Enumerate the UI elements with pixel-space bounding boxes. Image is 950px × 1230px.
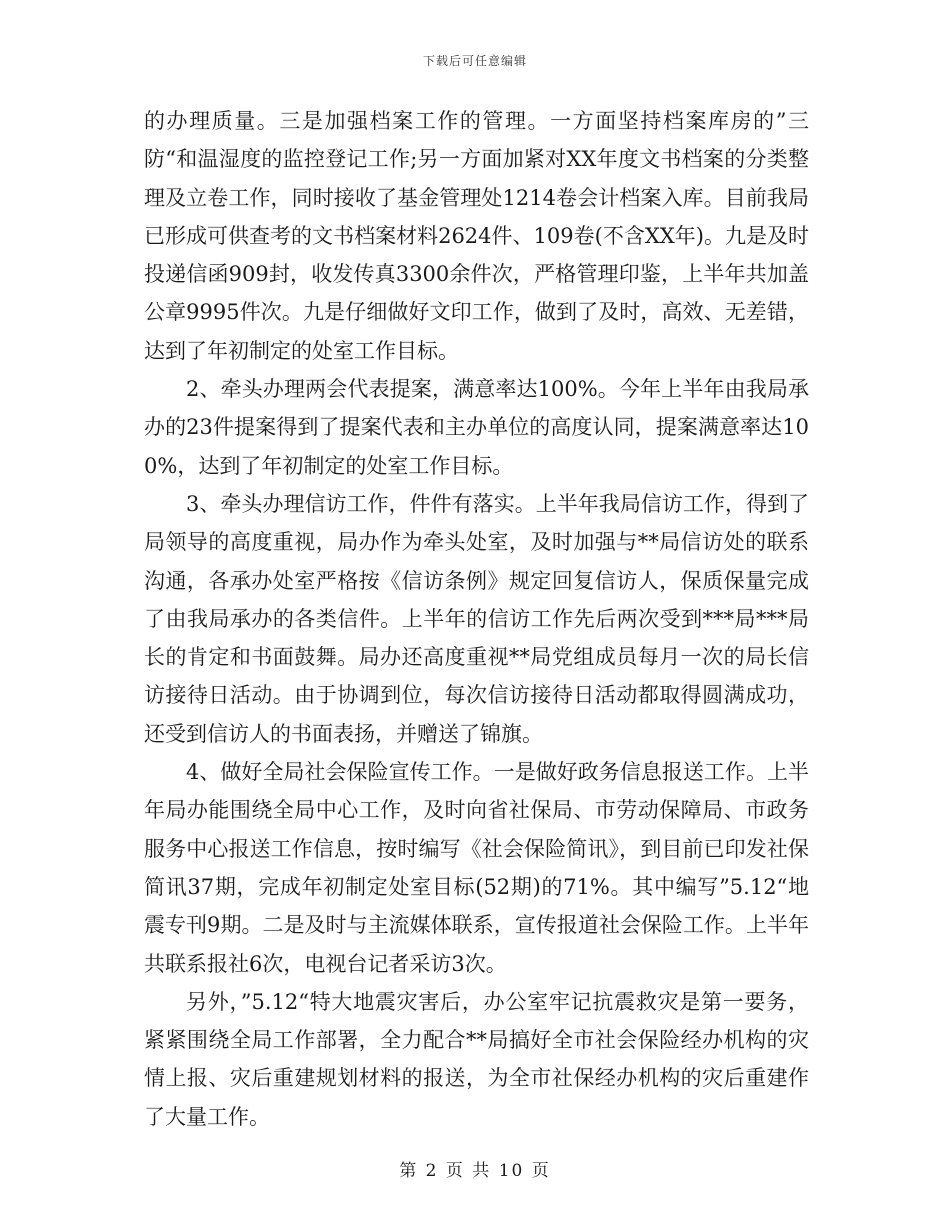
paragraph-archives: 的办理质量。三是加强档案工作的管理。一方面坚持档案库房的”三防“和温湿度的监控登记工作;另一方面加紧对XX年度文书档案的分类整理及立卷工作，同时接收了基金管理处1214卷会计档案入库。目前我局已形成可供查考的文书档案材料2624件、109卷(不含XX年)。九是及时投递信函909封，收发传真3300余件次，严格管理印鉴，上半年共加盖公章9995件次。九是仔细做好文印工作，做到了及时，高效、无差错，达到了年初制定的处室工作目标。 [144,109,809,363]
paragraph-proposals: 2、牵头办理两会代表提案，满意率达100%。今年上半年由我局承办的23件提案得到了提案代表和主办单位的高度认同，提案满意率达100%，达到了年初制定的处室工作目标。 [144,377,809,478]
page-header: 下载后可任意编辑 [422,54,527,68]
paragraph-earthquake: 另外，”5.12“特大地震灾害后，办公室牢记抗震救灾是第一要务，紧紧围绕全局工作部署，全力配合**局搞好全市社会保险经办机构的灾情上报、灾后重建规划材料的报送，为全市社保经办机构的灾后重建作了大量工作。 [144,989,809,1129]
document-body [144,102,809,1136]
paragraph-petitions: 3、牵头办理信访工作，件件有落实。上半年我局信访工作，得到了局领导的高度重视，局办作为牵头处室，及时加强与**局信访处的联系沟通，各承办处室严格按《信访条例》规定回复信访人，保质保量完成了由我局承办的各类信件。上半年的信访工作先后两次受到***局***局长的肯定和书面鼓舞。局办还高度重视**局党组成员每月一次的局长信访接待日活动。由于协调到位，每次信访接待日活动都取得圆满成功，还受到信访人的书面表扬，并赠送了锦旗。 [144,491,809,746]
paragraph-publicity: 4、做好全局社会保险宣传工作。一是做好政务信息报送工作。上半年局办能围绕全局中心工作，及时向省社保局、市劳动保障局、市政务服务中心报送工作信息，按时编写《社会保险简讯》，到目前已印发社保简讯37期，完成年初制定处室目标(52期)的71%。其中编写”5.12“地震专刊9期。二是及时与主流媒体联系，宣传报道社会保险工作。上半年共联系报社6次，电视台记者采访3次。 [144,760,809,976]
page-number-footer: 第 2 页 共 10 页 [399,1161,551,1181]
